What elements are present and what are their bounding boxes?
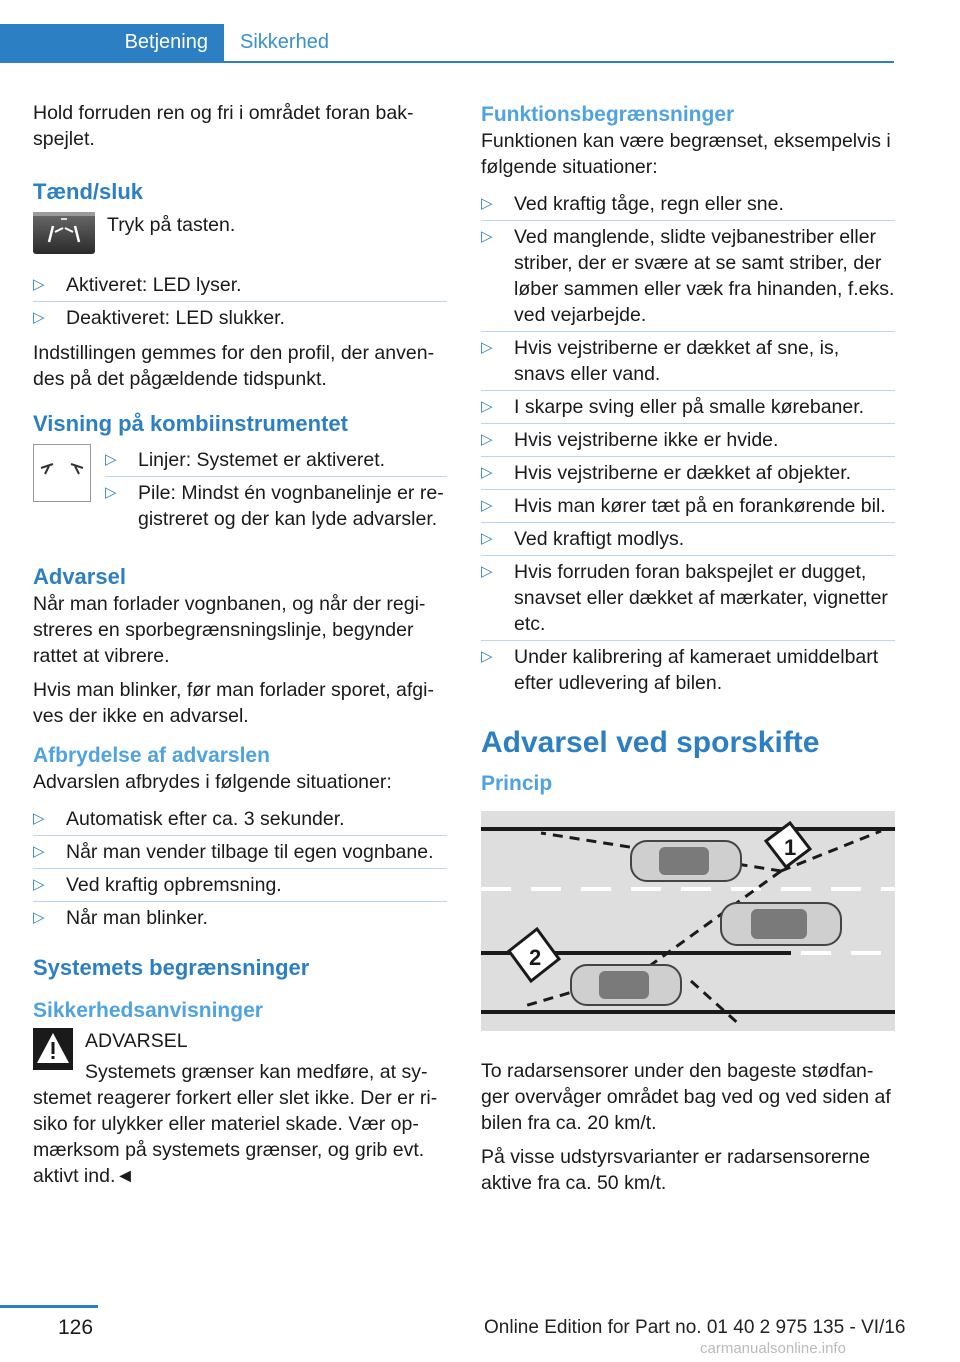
- list-item: ▷ Hvis forruden foran bakspejlet er dugget, snavset eller dækket af mærkater, vignetter etc.: [481, 556, 895, 641]
- heading-func-limits: Funktionsbegrænsninger: [481, 103, 735, 126]
- list-item: ▷ I skarpe sving eller på smalle kørebaner.: [481, 391, 895, 424]
- tab-bar: [0, 24, 894, 63]
- press-key-text: Tryk på tasten.: [107, 214, 236, 236]
- heading-on-off: Tænd/sluk: [33, 179, 144, 204]
- warning-paragraph-2: Hvis man blinker, før man forlader sporet, afgives der ikke en advarsel.: [33, 679, 434, 727]
- list-item: ▷ Hvis man kører tæt på en forankørende bil.: [481, 490, 895, 523]
- car-bottom: [571, 965, 681, 1005]
- radar-paragraph-1: To radarsensorer under den bageste stødfanger overvåger området bag ved og ved siden af bilen fra ca. 20 km/t.: [481, 1060, 891, 1134]
- triangle-bullet-icon: ▷: [481, 497, 493, 514]
- heading-interrupt: Afbrydelse af advarslen: [33, 744, 270, 767]
- right-column: [481, 100, 895, 1204]
- footer-line: [0, 1305, 98, 1308]
- triangle-bullet-icon: ▷: [481, 530, 493, 547]
- profile-note: Indstillingen gemmes for den profil, der anvendes på det pågældende tidspunkt.: [33, 342, 435, 390]
- triangle-bullet-icon: ▷: [481, 431, 493, 448]
- triangle-bullet-icon: ▷: [33, 843, 45, 860]
- triangle-bullet-icon: ▷: [481, 228, 493, 245]
- list-item: ▷ Når man vender tilbage til egen vognbane.: [33, 836, 447, 869]
- triangle-bullet-icon: ▷: [481, 464, 493, 481]
- list-item: ▷ Hvis vejstriberne er dækket af objekter.: [481, 457, 895, 490]
- list-item: ▷ Linjer: Systemet er aktiveret.: [105, 444, 447, 477]
- list-item: ▷ Automatisk efter ca. 3 sekunder.: [33, 803, 447, 836]
- lane-display-icon: [33, 444, 91, 541]
- triangle-bullet-icon: ▷: [33, 876, 45, 893]
- list-item: ▷ Pile: Mindst én vognbanelinje er registreret og der kan lyde advarsler.: [105, 482, 444, 530]
- list-item: ▷ Hvis vejstriberne er dækket af sne, is, snavs eller vand.: [481, 332, 895, 391]
- advarsel-label: ADVARSEL: [85, 1030, 188, 1052]
- list-item: ▷ Deaktiveret: LED slukker.: [33, 307, 285, 329]
- on-off-list: [33, 269, 447, 334]
- triangle-bullet-icon: ▷: [481, 195, 493, 212]
- list-item: ▷ Under kalibrering af kameraet umiddelbart efter udlevering af bilen.: [481, 646, 879, 694]
- heading-safety: Sikkerhedsanvisninger: [33, 999, 263, 1022]
- key-row: [33, 212, 447, 259]
- heading-principle: Princip: [481, 772, 553, 795]
- list-item: ▷ Ved kraftigt modlys.: [481, 523, 895, 556]
- interrupt-intro: Advarslen afbrydes i følgende situationer:: [33, 771, 392, 793]
- heading-warning: Advarsel: [33, 564, 126, 589]
- list-item: ▷ Ved kraftig tåge, regn eller sne.: [481, 188, 895, 221]
- left-column: [33, 100, 447, 1197]
- road-edge-top: [481, 827, 895, 831]
- triangle-bullet-icon: ▷: [481, 648, 493, 665]
- label-2: 2: [529, 945, 542, 970]
- warning-triangle-icon: [33, 1028, 73, 1075]
- triangle-bullet-icon: ▷: [33, 309, 45, 326]
- triangle-bullet-icon: ▷: [33, 276, 45, 293]
- list-item: ▷ Ved manglende, slidte vejbanestriber eller striber, der er svære at se samt striber, der løber sammen eller væk fra hinanden, f.eks. ved vejarbejde.: [481, 221, 895, 332]
- triangle-bullet-icon: ▷: [105, 484, 117, 501]
- intro-text: Hold forruden ren og fri i området foran bakspejlet.: [33, 102, 414, 150]
- triangle-bullet-icon: ▷: [33, 810, 45, 827]
- func-limits-list: [481, 188, 895, 699]
- heading-limits: Systemets begrænsninger: [33, 955, 310, 980]
- car-middle: [721, 903, 841, 945]
- warning-paragraph-1: Når man forlader vognbanen, og når der registreres en sporbegrænsningslinje, begynder rattet at vibrere.: [33, 593, 426, 667]
- label-1: 1: [784, 835, 797, 860]
- online-edition-text: Online Edition for Part no. 01 40 2 975 135 - VI/16: [484, 1317, 906, 1338]
- triangle-bullet-icon: ▷: [481, 398, 493, 415]
- lane-change-figure: [481, 811, 895, 1036]
- func-intro: Funktionen kan være begrænset, eksempelvis i følgende situationer:: [481, 130, 891, 178]
- list-item: ▷ Ved kraftig opbremsning.: [33, 869, 447, 902]
- page-number: 126: [58, 1316, 94, 1339]
- car-top: [631, 841, 741, 881]
- triangle-bullet-icon: ▷: [105, 451, 117, 468]
- tab-sikkerhed[interactable]: Sikkerhed: [240, 31, 329, 53]
- heading-lane-change: Advarsel ved sporskifte: [481, 726, 820, 759]
- list-item: ▷ Aktiveret: LED lyser.: [33, 269, 447, 302]
- road-illustration: [481, 811, 895, 1031]
- triangle-bullet-icon: ▷: [481, 563, 493, 580]
- radar-paragraph-2: På visse udstyrsvarianter er radarsensorerne aktive fra ca. 50 km/t.: [481, 1146, 871, 1194]
- lane-button-icon: [33, 212, 95, 259]
- triangle-bullet-icon: ▷: [33, 909, 45, 926]
- tab-betjening[interactable]: Betjening: [0, 24, 224, 61]
- display-list: [105, 444, 447, 535]
- advarsel-text: Systemets grænser kan medføre, at systemet reagerer forkert eller slet ikke. Der er risiko for ulykker eller materiel skade. Vær opmærksom på systemets grænser, og grib evt. aktivt ind.◄: [33, 1061, 438, 1187]
- triangle-bullet-icon: ▷: [481, 339, 493, 356]
- display-row: [33, 444, 447, 541]
- watermark: carmanualsonline.info: [700, 1340, 846, 1357]
- list-item: ▷ Hvis vejstriberne ikke er hvide.: [481, 424, 895, 457]
- road-edge-bottom: [481, 1010, 895, 1014]
- heading-display: Visning på kombiinstrumentet: [33, 411, 348, 436]
- interrupt-list: [33, 803, 447, 934]
- list-item: ▷ Når man blinker.: [33, 907, 208, 929]
